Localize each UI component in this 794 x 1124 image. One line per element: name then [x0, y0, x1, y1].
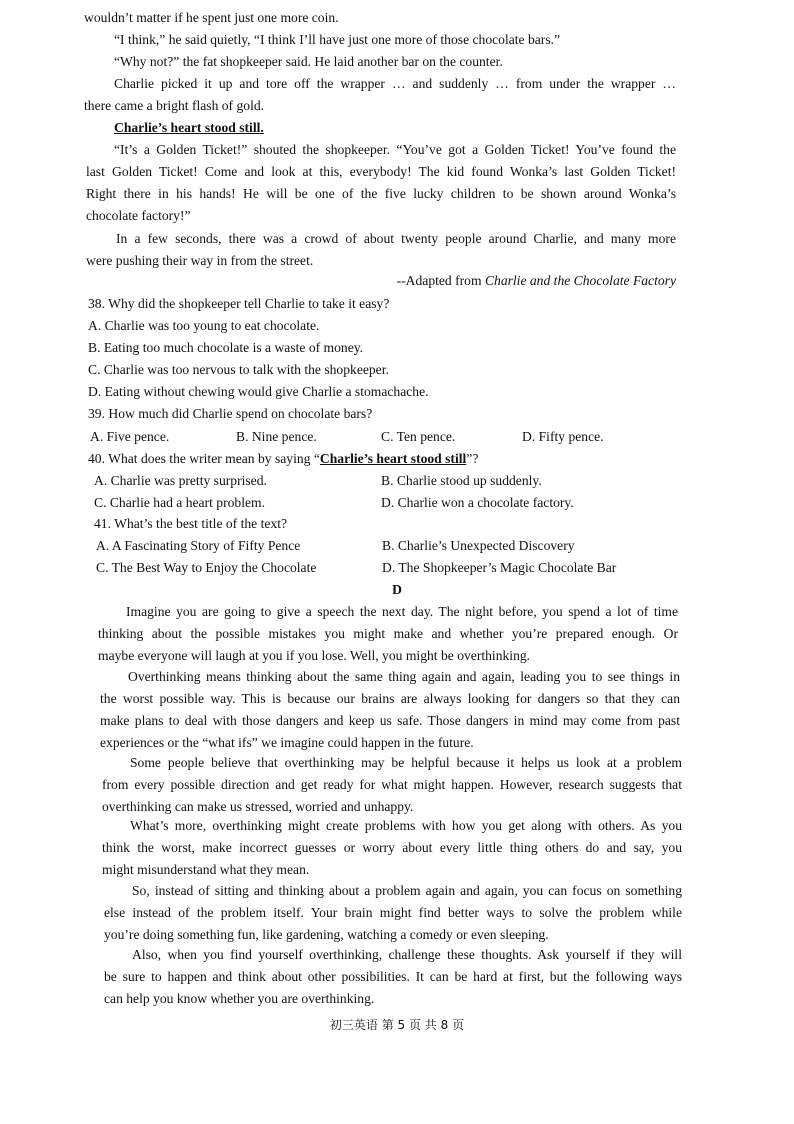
- question-41: 41. What’s the best title of the text?: [94, 516, 288, 531]
- passage-line: from every possible direction and get ready for what might happen. However, research suggests that: [102, 777, 682, 792]
- q40-option-a: A. Charlie was pretty surprised.: [94, 473, 267, 488]
- q41-option-a: A. A Fascinating Story of Fifty Pence: [96, 538, 301, 553]
- passage-line: make plans to deal with those dangers and keep us safe. Those dangers in mind may come from past: [100, 713, 680, 728]
- story-line: there came a bright flash of gold.: [84, 98, 265, 113]
- passage-line: experiences or the “what ifs” we imagine could happen in the future.: [100, 735, 474, 750]
- page-footer: 初三英语 第 5 页 共 8 页: [329, 1018, 465, 1032]
- story-line: “Why not?” the fat shopkeeper said. He laid another bar on the counter.: [114, 54, 503, 69]
- source-prefix: --Adapted from: [396, 273, 485, 288]
- q38-option-b: B. Eating too much chocolate is a waste of money.: [88, 340, 364, 355]
- story-key-sentence: Charlie’s heart stood still.: [114, 120, 264, 135]
- q39-option-c: C. Ten pence.: [381, 429, 456, 444]
- q40-option-c: C. Charlie had a heart problem.: [94, 495, 265, 510]
- story-line: “I think,” he said quietly, “I think I’ll have just one more of those chocolate bars.”: [114, 32, 561, 47]
- section-heading: D: [392, 582, 402, 597]
- q38-option-c: C. Charlie was too nervous to talk with the shopkeeper.: [88, 362, 389, 377]
- q39-option-d: D. Fifty pence.: [522, 429, 604, 444]
- question-40: [88, 450, 478, 467]
- q40-quote: Charlie’s heart stood still: [319, 451, 467, 466]
- q38-option-a: A. Charlie was too young to eat chocolate.: [88, 318, 320, 333]
- q41-option-b: B. Charlie’s Unexpected Discovery: [382, 538, 575, 553]
- story-line: chocolate factory!”: [86, 208, 191, 223]
- passage-line: thinking about the possible mistakes you might make and whether you’re prepared enough. Or: [98, 626, 678, 641]
- passage-line: Imagine you are going to give a speech the next day. The night before, you spend a lot of time: [126, 604, 678, 619]
- passage-line: you’re doing something fun, like gardening, watching a comedy or even sleeping.: [104, 927, 549, 942]
- passage-line: think the worst, make incorrect guesses or worry about every little thing others do and say, you: [102, 840, 682, 855]
- passage-line: What’s more, overthinking might create problems with how you get along with others. As you: [130, 818, 682, 833]
- q41-option-c: C. The Best Way to Enjoy the Chocolate: [96, 560, 317, 575]
- question-39: 39. How much did Charlie spend on chocolate bars?: [88, 406, 373, 421]
- story-line: Charlie picked it up and tore off the wrapper … and suddenly … from under the wrapper …: [114, 76, 676, 91]
- q40-text-end: ”?: [466, 451, 479, 466]
- passage-line: Also, when you find yourself overthinking, challenge these thoughts. Ask yourself if they will: [132, 947, 682, 962]
- q39-option-a: A. Five pence.: [90, 429, 170, 444]
- q41-option-d: D. The Shopkeeper’s Magic Chocolate Bar: [382, 560, 617, 575]
- story-line: “It’s a Golden Ticket!” shouted the shopkeeper. “You’ve got a Golden Ticket! You’ve found the: [114, 142, 676, 157]
- source-title: Charlie and the Chocolate Factory: [484, 273, 676, 288]
- q40-text-start: 40. What does the writer mean by saying “: [88, 451, 320, 466]
- story-line: In a few seconds, there was a crowd of about twenty people around Charlie, and many more: [116, 231, 676, 246]
- passage-line: might misunderstand what they mean.: [102, 862, 310, 877]
- passage-line: overthinking can make us stressed, worried and unhappy.: [102, 799, 414, 814]
- passage-line: be sure to happen and think about other possibilities. It can be hard at first, but the following ways: [104, 969, 682, 984]
- story-line: last Golden Ticket! Come and look at this, everybody! The kid found Wonka’s last Golden Ticket!: [86, 164, 676, 179]
- q40-option-d: D. Charlie won a chocolate factory.: [381, 495, 574, 510]
- passage-line: can help you know whether you are overthinking.: [104, 991, 375, 1006]
- passage-line: the worst possible way. This is because our brains are always looking for dangers so that they can: [100, 691, 680, 706]
- story-line: wouldn’t matter if he spent just one more coin.: [84, 10, 339, 25]
- question-38: 38. Why did the shopkeeper tell Charlie to take it easy?: [88, 296, 390, 311]
- source-citation: [390, 272, 676, 289]
- passage-line: maybe everyone will laugh at you if you lose. Well, you might be overthinking.: [98, 648, 531, 663]
- passage-line: Overthinking means thinking about the same thing again and again, leading you to see things in: [128, 669, 680, 684]
- passage-line: Some people believe that overthinking may be helpful because it helps us look at a problem: [130, 755, 682, 770]
- story-line: were pushing their way in from the street.: [86, 253, 314, 268]
- story-line: Right there in his hands! He will be one of the five lucky children to be shown around Wonka’s: [86, 186, 676, 201]
- q38-option-d: D. Eating without chewing would give Charlie a stomachache.: [88, 384, 429, 399]
- passage-line: else instead of the problem itself. Your brain might find better ways to solve the problem while: [104, 905, 682, 920]
- q40-option-b: B. Charlie stood up suddenly.: [381, 473, 542, 488]
- passage-line: So, instead of sitting and thinking about a problem again and again, you can focus on something: [132, 883, 682, 898]
- q39-option-b: B. Nine pence.: [236, 429, 317, 444]
